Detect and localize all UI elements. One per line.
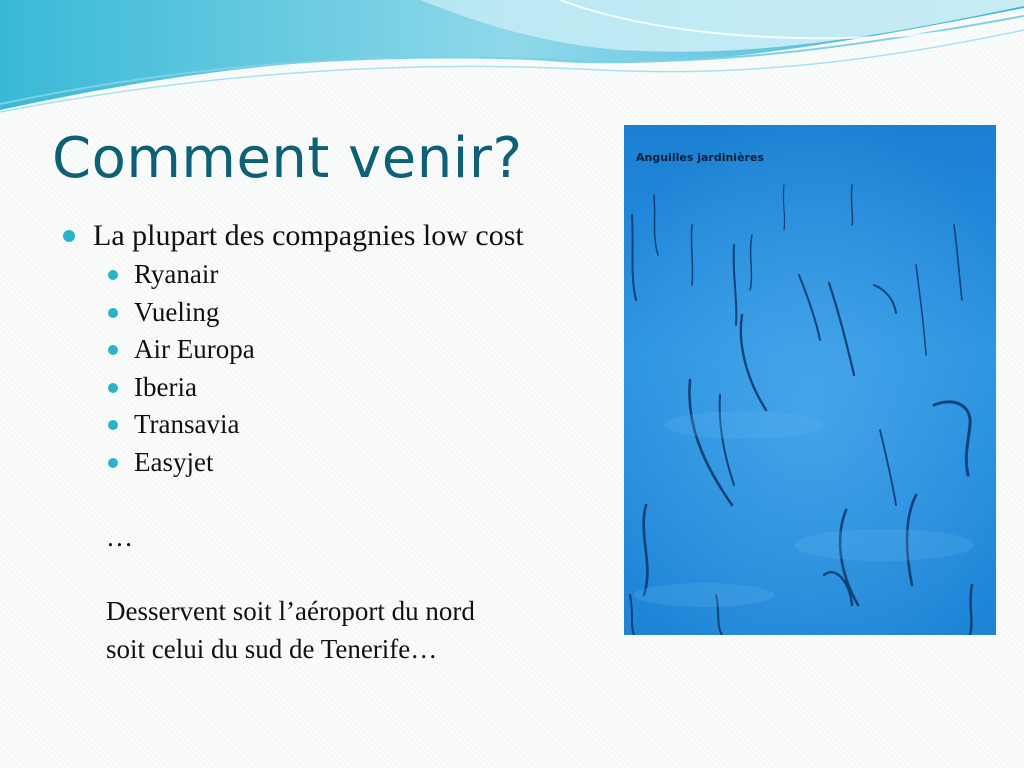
slide-body (60, 216, 620, 668)
airline-name: Air Europa (134, 334, 255, 365)
list-item (107, 331, 620, 369)
ellipsis-text: … (106, 521, 133, 552)
bullet-dot-icon (108, 458, 118, 468)
bullet-dot-icon (108, 345, 118, 355)
list-item (107, 444, 620, 482)
closing-line-2: soit celui du sud de Tenerife… (106, 633, 438, 664)
list-item (107, 369, 620, 407)
airline-name: Easyjet (134, 446, 214, 477)
airline-name: Ryanair (134, 259, 219, 289)
closing-text (60, 592, 620, 668)
airline-name: Transavia (134, 409, 240, 440)
main-bullet-item (60, 216, 620, 256)
list-item (107, 256, 620, 294)
airline-name: Vueling (134, 296, 220, 327)
bullet-dot-icon (108, 270, 118, 280)
closing-line-1: Desservent soit l’aéroport du nord (106, 595, 475, 626)
airline-name: Iberia (134, 371, 197, 402)
image-caption: Anguilles jardinières (636, 151, 764, 164)
bullet-dot-icon (63, 230, 75, 242)
bullet-dot-icon (108, 383, 118, 393)
main-bullet-text: La plupart des compagnies low cost (93, 219, 524, 252)
wave-header-decoration (0, 0, 1024, 120)
sea-floor-image (624, 125, 996, 635)
slide-title: Comment venir? (52, 126, 523, 191)
garden-eels-photo (624, 125, 996, 635)
airline-list (60, 256, 620, 482)
list-item (107, 294, 620, 332)
bullet-dot-icon (108, 308, 118, 318)
bullet-dot-icon (108, 420, 118, 430)
list-item (107, 406, 620, 444)
